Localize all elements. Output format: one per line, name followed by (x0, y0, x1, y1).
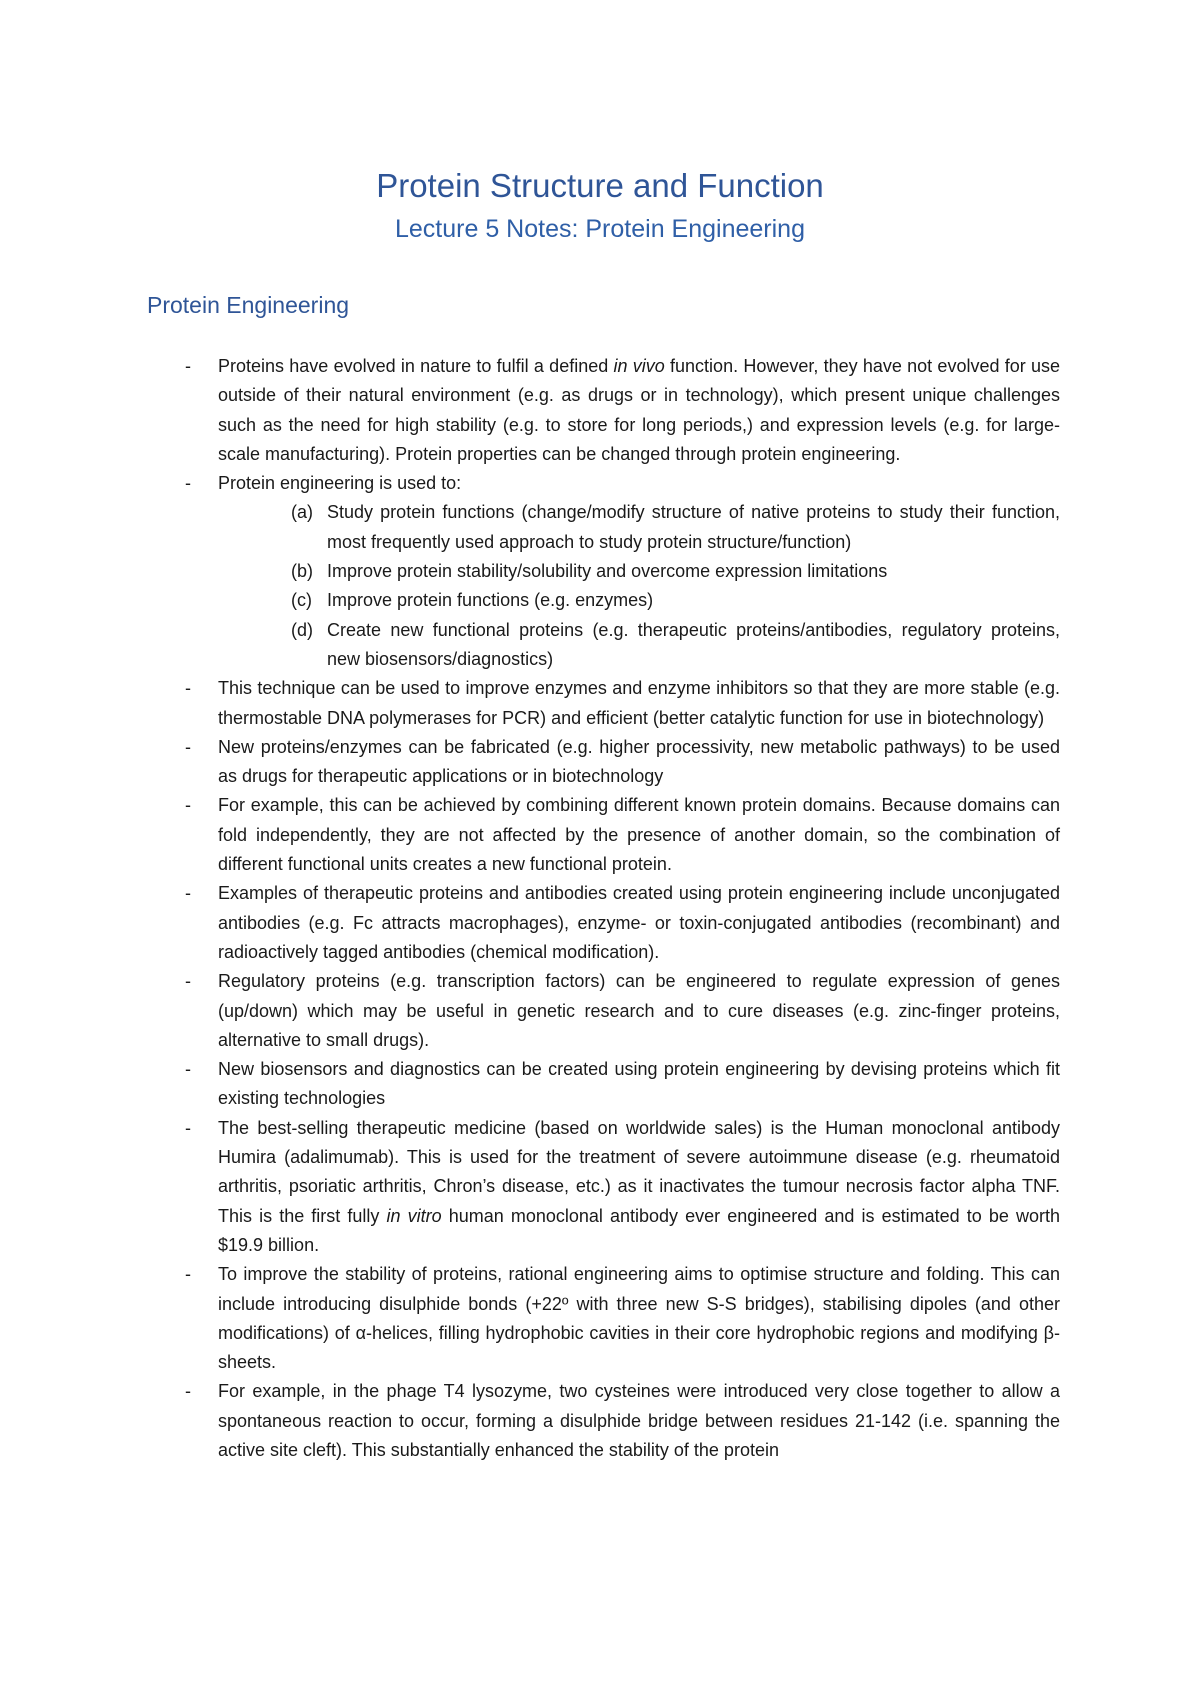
dash-marker: - (185, 1381, 191, 1402)
list-item (185, 1260, 1060, 1377)
list-item (185, 674, 1060, 733)
sub-list-text: Study protein functions (change/modify structure of native proteins to study their function, most frequently used approach to study protein structure/function) (327, 502, 1060, 552)
bullet-text: This technique can be used to improve enzymes and enzyme inhibitors so that they are more stable (e.g. thermostable DNA polymerases for PCR) and efficient (better catalytic function for use in biotechnology) (218, 678, 1060, 728)
bullet-text: For example, this can be achieved by combining different known protein domains. Because domains can fold independently, they are not affected by the presence of another domain, so the combination of different functional units creates a new functional protein. (218, 795, 1060, 875)
sub-list-item (291, 616, 1060, 675)
bullet-list (0, 352, 1200, 1465)
list-item (185, 733, 1060, 792)
list-item (185, 1055, 1060, 1114)
list-item (185, 879, 1060, 967)
sub-list-marker: (b) (291, 561, 313, 582)
list-item (185, 469, 1060, 498)
dash-marker: - (185, 971, 191, 992)
list-item (185, 791, 1060, 879)
section-heading: Protein Engineering (147, 292, 350, 318)
bullet-text: Regulatory proteins (e.g. transcription factors) can be engineered to regulate expression of genes (up/down) which may be useful in genetic research and to cure diseases (e.g. zinc-finger proteins, alternative to small drugs). (218, 971, 1060, 1050)
sub-list-marker: (d) (291, 619, 313, 640)
dash-marker: - (185, 1264, 191, 1285)
dash-marker: - (185, 356, 191, 376)
bullet-text: New proteins/enzymes can be fabricated (e.g. higher processivity, new metabolic pathways) to be used as drugs for therapeutic applications or in biotechnology (218, 736, 1060, 787)
dash-marker: - (185, 1059, 191, 1080)
list-item (185, 967, 1060, 1055)
sub-list-text: Create new functional proteins (e.g. therapeutic proteins/antibodies, regulatory proteins, new biosensors/diagnostics) (327, 619, 1060, 669)
bullet-text: For example, in the phage T4 lysozyme, two cysteines were introduced very close together to allow a spontaneous reaction to occur, forming a disulphide bridge between residues 21-142 (i.e. spanning the active site cleft). This substantially enhanced the stability of the protein (218, 1381, 1060, 1460)
sub-list-marker: (a) (291, 502, 313, 523)
sub-list-item (291, 557, 1060, 586)
sub-list-text: Improve protein functions (e.g. enzymes) (327, 590, 654, 611)
list-item (185, 352, 1061, 469)
sub-list-item (291, 586, 1060, 615)
list-item (185, 1377, 1060, 1465)
bullet-text: The best-selling therapeutic medicine (based on worldwide sales) is the Human monoclonal antibody Humira (adalimumab). This is used for the treatment of severe autoimmune disease (e.g. rheumatoid arthritis, psoriatic arthritis, Chron’s disease, etc.) as it inactivates the tumour necrosis factor alpha TNF. This is the first fully (218, 1117, 1060, 1226)
bullet-italic-text: in vitro (386, 1205, 442, 1226)
bullet-text: Examples of therapeutic proteins and antibodies created using protein engineering include unconjugated antibodies (e.g. Fc attracts macrophages), enzyme- or toxin-conjugated antibodies (recombinant) and radioactively tagged antibodies (chemical modification). (218, 883, 1060, 962)
bullet-text: Proteins have evolved in nature to fulfil a defined (218, 356, 614, 376)
dash-marker: - (185, 795, 191, 816)
bullet-text: To improve the stability of proteins, rational engineering aims to optimise structure and folding. This can include introducing disulphide bonds (+22º with three new S-S bridges), stabilising dipoles (and other modifications) of α-helices, filling hydrophobic cavities in their core hydrophobic regions and modifying β-sheets. (218, 1264, 1060, 1373)
list-item (185, 1114, 1060, 1260)
bullet-text: human monoclonal antibody ever engineered and is estimated to be worth $19.9 billion. (218, 1205, 1060, 1255)
sub-list-marker: (c) (291, 590, 312, 611)
document-title: Protein Structure and Function (376, 167, 824, 204)
bullet-text: New biosensors and diagnostics can be created using protein engineering by devising proteins which fit existing technologies (218, 1059, 1060, 1109)
dash-marker: - (185, 736, 191, 757)
dash-marker: - (185, 678, 191, 699)
bullet-text: function. However, they have not evolved for use outside of their natural environment (e.g. as drugs or in technology), which present unique challenges such as the need for high stability (e.g. to store for long periods,) and expression levels (e.g. for large-scale manufacturing). Protein properties can be changed through protein engineering. (218, 356, 1061, 464)
sub-list-item (291, 498, 1060, 557)
bullet-text: Protein engineering is used to: (218, 473, 462, 494)
bullet-italic-text: in vivo (613, 356, 665, 376)
sub-list-text: Improve protein stability/solubility and overcome expression limitations (327, 561, 888, 582)
document-subtitle: Lecture 5 Notes: Protein Engineering (395, 215, 805, 243)
dash-marker: - (185, 473, 191, 494)
sub-list (0, 498, 1200, 674)
dash-marker: - (185, 883, 191, 904)
dash-marker: - (185, 1117, 191, 1138)
